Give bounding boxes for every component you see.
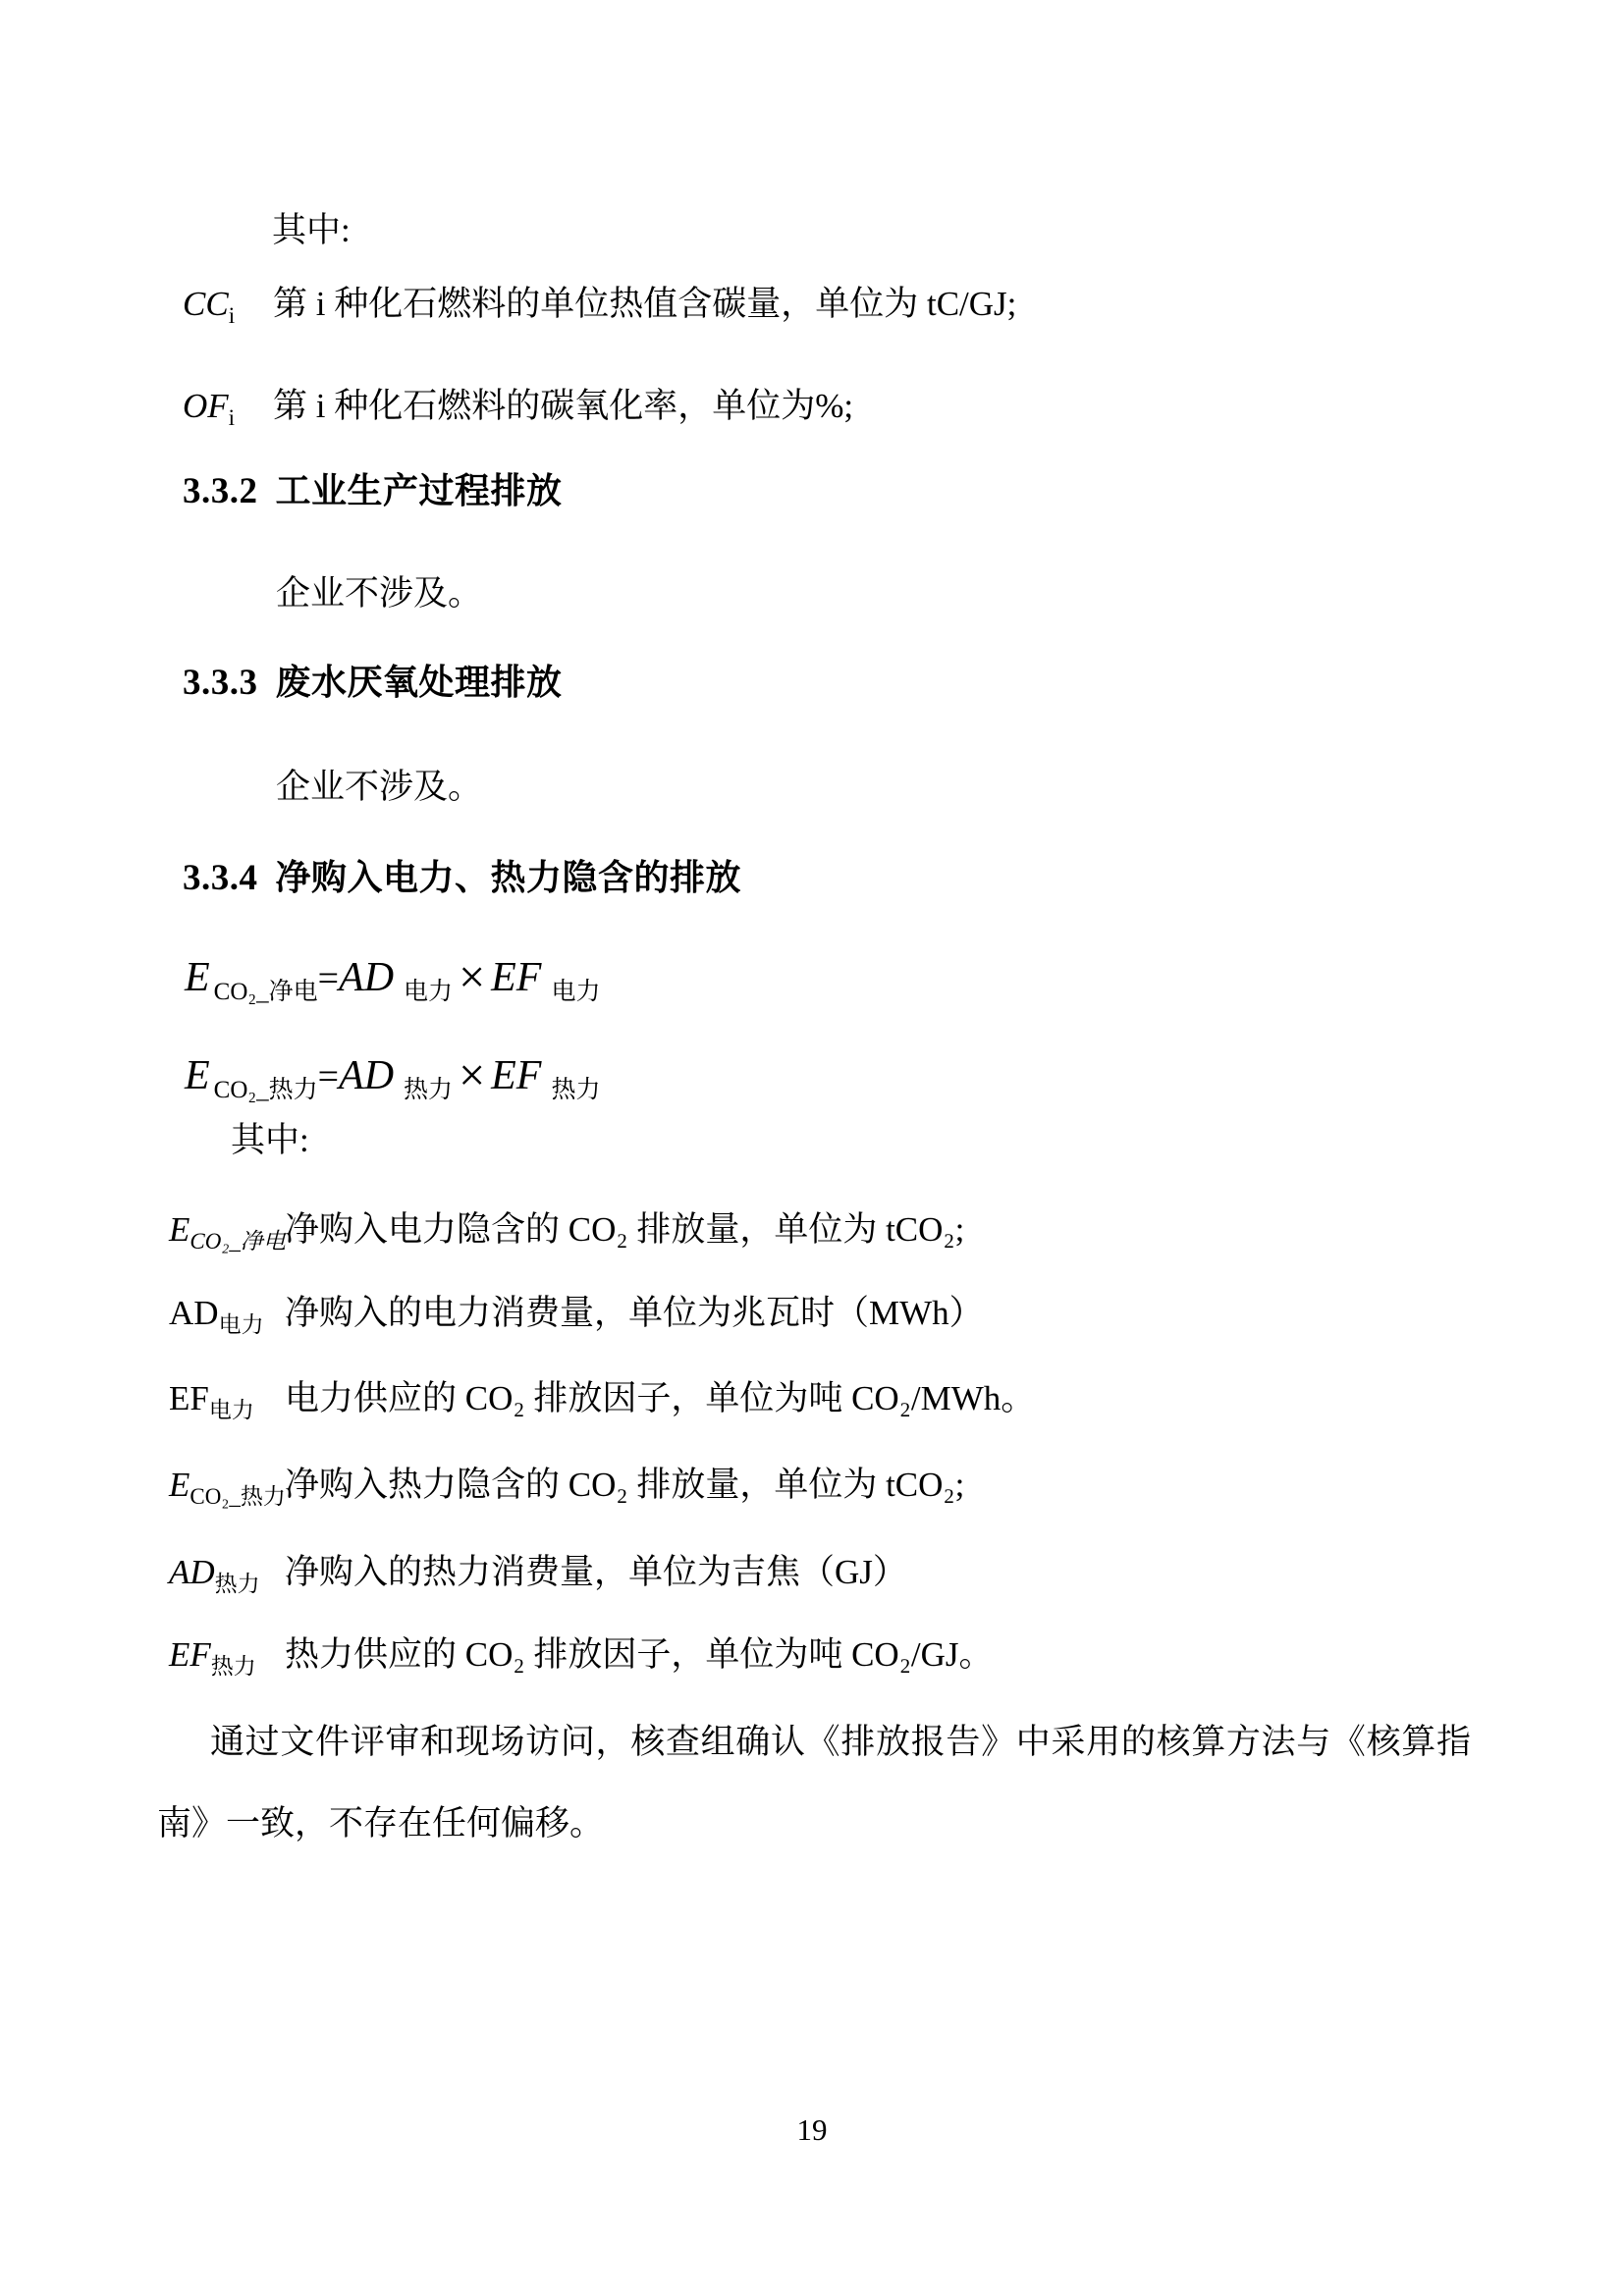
definition-row	[169, 1292, 984, 1336]
definition-row	[169, 1633, 994, 1678]
term-description: 净购入的电力消费量，单位为兆瓦时（MWh）	[285, 1294, 984, 1332]
term-symbol: $CC_i$	[183, 285, 236, 328]
term-description: 第 i 种化石燃料的单位热值含碳量，单位为 tC/GJ;	[273, 285, 1017, 323]
term-description: 电力供应的 CO₂ 排放因子，单位为吨 CO₂/MWh。	[285, 1379, 1036, 1417]
definition-row	[183, 385, 853, 429]
term-description: 第 i 种化石燃料的碳氧化率，单位为%;	[273, 387, 854, 425]
lead-in-label-2: 其中:	[231, 1121, 309, 1159]
term-symbol: $EF_{热力}$	[169, 1635, 256, 1679]
term-description: 净购入的热力消费量，单位为吉焦（GJ）	[285, 1553, 907, 1591]
formula-net-heat: E $_{CO_2\_热力}$=AD $_{热力}$ × EF $_{热力}$	[185, 1049, 601, 1104]
definition-row	[169, 1551, 907, 1595]
term-symbol: $E_{CO_2\_净电}$	[169, 1210, 286, 1254]
lead-in-label-1: 其中:	[272, 211, 351, 249]
closing-paragraph: 通过文件评审和现场访问，核查组确认《排放报告》中采用的核算方法与《核算指南》一致，不存在任何偏移。	[157, 1723, 1471, 1842]
section-heading-332: 3.3.2 工业生产过程排放	[183, 470, 563, 511]
term-symbol: $EF_{电力}$	[169, 1379, 254, 1422]
term-symbol: $E_{CO_2\_热力}$	[169, 1466, 286, 1509]
term-description: 净购入热力隐含的 CO₂ 排放量，单位为 tCO₂;	[285, 1466, 965, 1504]
term-symbol: $AD_{电力}$	[169, 1294, 264, 1337]
term-symbol: $OF_i$	[183, 387, 236, 430]
page-number: 19	[796, 2112, 828, 2147]
definition-row	[183, 283, 1016, 327]
term-description: 净购入电力隐含的 CO₂ 排放量，单位为 tCO₂;	[285, 1210, 965, 1249]
term-description: 热力供应的 CO₂ 排放因子，单位为吨 CO₂/GJ。	[285, 1635, 994, 1674]
formula-net-electricity: E $_{CO_2\_净电}$=AD $_{电力}$ × EF $_{电力}$	[185, 951, 601, 1006]
section-body-332: 企业不涉及。	[276, 574, 483, 613]
term-symbol: $AD_{热力}$	[169, 1553, 260, 1596]
section-heading-333: 3.3.3 废水厌氧处理排放	[183, 662, 563, 703]
section-body-333: 企业不涉及。	[276, 768, 483, 806]
section-heading-334: 3.3.4 净购入电力、热力隐含的排放	[183, 857, 742, 898]
definition-row	[169, 1377, 1035, 1421]
definition-row	[169, 1208, 964, 1253]
definition-row	[169, 1464, 964, 1508]
